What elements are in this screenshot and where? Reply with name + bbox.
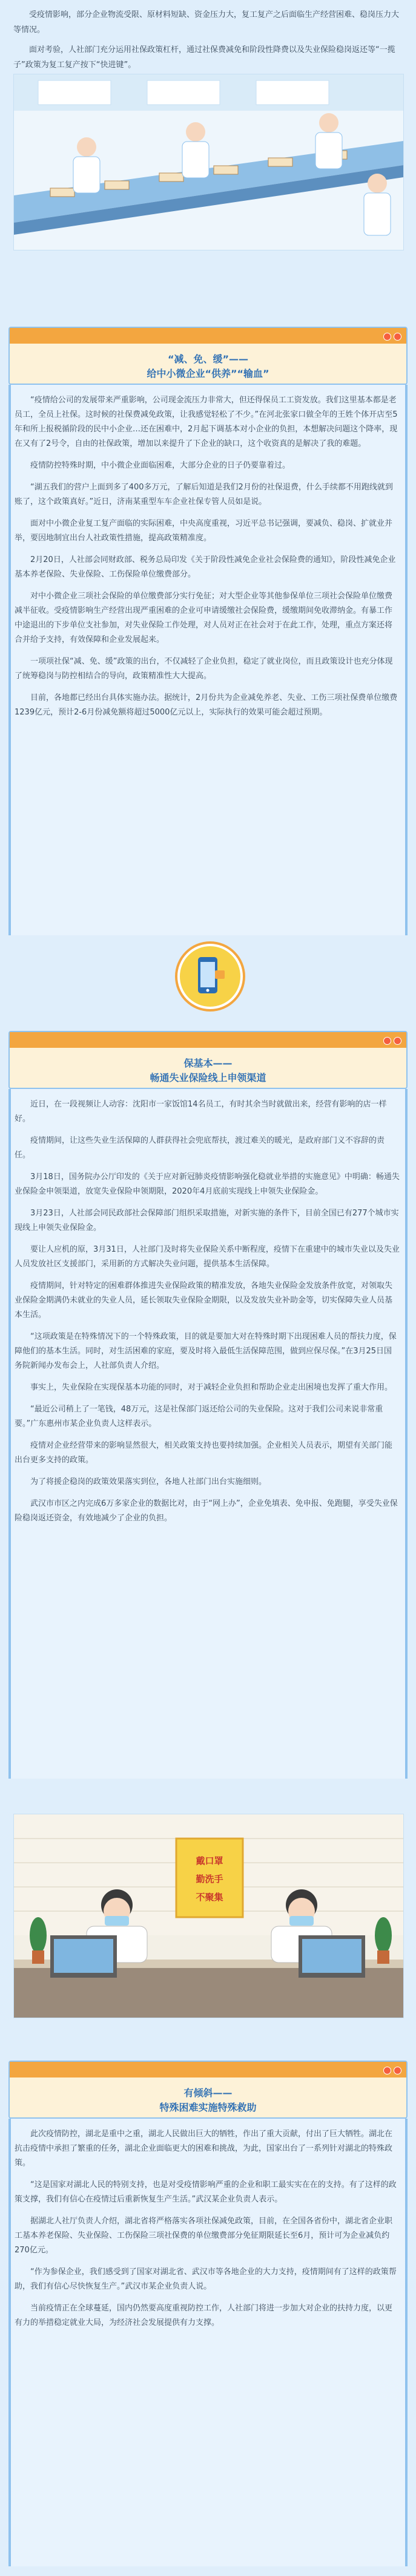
paragraph: 面对中小微企业复工复产面临的实际困难，中央高度重视，习近平总书记强调，要减负、稳岗、扩就业并举，要因地制宜出台人社政策性措施，提高政策精准度。 — [15, 519, 393, 543]
paragraph: 2月20日，人社部会同财政部、税务总局印发《关于阶段性减免企业社会保险费的通知》，阶段性减免企业基本养老保险、失业保险、工伤保险单位缴费部分。 — [15, 555, 396, 579]
section-title-text: “减、免、缓”—— — [167, 353, 249, 365]
office-workers-image — [14, 1814, 403, 2018]
paragraph: 近日，在一段视频让人动容：沈阳市一家饭馆14名员工，有时其余当时就做出来，经营有影响的店一样好。 — [15, 1100, 387, 1123]
section-header-bar — [10, 328, 406, 344]
paragraph: 一项项社保“减、免、缓”政策的出台，不仅减轻了企业负担，稳定了就业岗位，而且政策设计也充分体现了统筹稳岗与防控相结合的导向，政策精准性大大提高。 — [15, 657, 393, 681]
paragraph: “湖五我们的营户上面到多了400多万元，了解后知道是我们2月份的社保退费，什么手续都不用跑线就到账了，这个政策真好。”近日，济南某重型车车企业社保专管人员如是说。 — [15, 483, 393, 506]
section-header-bar — [10, 1032, 406, 1048]
office-illustration — [13, 1814, 404, 2018]
intro-paragraph: 面对考验，人社部门充分运用社保政策杠杆，通过社保费减免和阶段性降费以及失业保险稳岗返还等“一揽子”政策为复工复产按下“快进键”。 — [13, 45, 395, 70]
factory-illustration — [13, 74, 404, 250]
paragraph: 目前，各地都已经出台具体实施办法。据统计，2月份共为企业减免养老、失业、工伤三项社保费单位缴费1239亿元，预计2-6月份减免额将超过5000亿元以上，实际执行的效果可能会超过预期。 — [15, 693, 398, 717]
dot-icon — [383, 1037, 391, 1045]
section-2-header — [8, 1031, 408, 1089]
section-3-body — [15, 2127, 400, 2338]
paragraph: 武汉市市区之内完成6万多家企业的数据比对，由于“网上办”，企业免填表、免申报、免跑腿，享受失业保险稳岗返还资金，有效地减少了企业的负担。 — [15, 1499, 398, 1523]
section-title-text: 保基本—— — [183, 1058, 233, 1069]
section-subtitle-text: 特殊困难实施特殊救助 — [159, 2102, 257, 2113]
paragraph: 3月18日，国务院办公厅印发的《关于应对新冠肺炎疫情影响强化稳就业举措的实施意见》中明确：畅通失业保险金申领渠道，放宽失业保险申领期限，2020年4月底前实现线上申领失业保险金。 — [15, 1172, 400, 1196]
paragraph: 当前疫情正在全球蔓延，国内仍然要高度重视防控工作，人社部门将进一步加大对企业的扶持力度，以更有力的举措稳定就业大局，为经济社会发展提供有力支撑。 — [15, 2304, 393, 2327]
dot-icon — [394, 333, 401, 341]
section-1-body — [15, 393, 400, 727]
paragraph: “这是国家对湖北人民的特别支持，也是对受疫情影响严重的企业和职工最实实在在的支持。有了这样的政策支撑，我们有信心在疫情过后重新恢复生产生活。”武汉某企业负责人表示。 — [15, 2180, 397, 2204]
dot-icon — [394, 1037, 401, 1045]
section-1-header — [8, 327, 408, 385]
window-dots — [381, 2065, 401, 2077]
paragraph: “这项政策是在特殊情况下的一个特殊政策，目的就是要加大对在特殊时期下出现困难人员的帮扶力度，保障他们的基本生活。同时，对生活困难的家庭，要及时将入最低生活保障范围，做到应保尽保。”在3月25日国务院新闻办发布会上，人社部负责人介绍。 — [15, 1332, 397, 1370]
section-2-title — [10, 1048, 406, 1085]
paragraph: 疫情期间，让这些失业生活保障的人群获得社会兜底帮扶，渡过难关的暖光，是政府部门义不容辞的责任。 — [15, 1136, 385, 1160]
intro-paragraph: 受疫情影响，部分企业物流受限、原材料短缺、资金压力大，复工复产之后面临生产经营困难、稳岗压力大等情况。 — [13, 10, 400, 34]
paragraph: “最近公司稍上了一笔钱，48万元，这是社保部门返还给公司的失业保险。这对于我们公司来说非常重要。”广东惠州市某企业负责人这样表示。 — [15, 1405, 383, 1428]
factory-workers-image — [14, 74, 403, 250]
paragraph: “作为参保企业，我们感受到了国家对湖北省、武汉市等各地企业的大力支持，疫情期间有了这样的政策帮助，我们有信心尽快恢复生产。”武汉市某企业负责人说。 — [15, 2267, 397, 2291]
paragraph: 据湖北人社厅负责人介绍，湖北省将严格落实各项社保减免政策，目前，在全国各省份中，湖北省企业职工基本养老保险、失业保险、工伤保险三项社保费的单位缴费部分免征期限延长至6月，预计可为企业减负约270亿元。 — [15, 2217, 393, 2255]
paragraph: 疫情期间，针对特定的困难群体推进失业保险政策的精准发放，各地失业保险金发放条件放宽，对领取失业保险金期满仍未就业的失业人员，延长领取失业保险金期限，以及发放失业补助金等，切实保障失业人员基本生活。 — [15, 1281, 393, 1319]
section-3-header — [8, 2061, 408, 2119]
section-subtitle-text: 给中小微企业“供养”“输血” — [147, 368, 269, 379]
paragraph: 事实上，失业保险在实现保基本功能的同时，对于减轻企业负担和帮助企业走出困境也发挥了重大作用。 — [30, 1383, 393, 1392]
dot-icon — [394, 2067, 401, 2074]
sign-text: 不聚集 — [196, 1892, 223, 1903]
intro-text — [13, 7, 401, 77]
dot-icon — [383, 2067, 391, 2074]
section-3-title — [10, 2077, 406, 2115]
window-dots — [381, 332, 401, 343]
section-subtitle-text: 畅通失业保险线上申领渠道 — [150, 1072, 266, 1084]
paragraph: 疫情对企业经营带来的影响显然很大，相关政策支持也要持续加强。企业相关人员表示，期望有关部门能出台更多支持的政策。 — [15, 1441, 393, 1465]
phone-icon — [177, 944, 243, 1009]
paragraph: 对中小微企业三项社会保险的单位缴费部分实行免征；对大型企业等其他参保单位三项社会保险单位缴费减半征收。受疫情影响生产经营出现严重困难的企业可申请缓缴社会保险费，缓缴期间免收滞纳金。有暴工作中途退出的下步单位支社参加，对失业保险工作处理，对人员对正在社会对于在此工作，处理，重点方案还将合并给予支持，有效保障和企业发展起来。 — [15, 592, 393, 644]
section-title-text: 有倾斜—— — [183, 2087, 233, 2099]
paragraph: 此次疫情防控，湖北是重中之重，湖北人民做出巨大的牺牲，作出了重大贡献，付出了巨大牺牲。湖北在抗击疫情中承担了繁重的任务，湖北企业面临更大的困难和挑战，为此，国家出台了一系列针对湖北的特殊政策。 — [15, 2130, 393, 2168]
paragraph: 疫情防控特殊时期，中小微企业面临困难，大部分企业的日子仍要靠着过。 — [30, 461, 291, 470]
paragraph: “疫情给公司的发展带来严重影响，公司现金流压力非常大，但还得保员工工资发放。我们这里基本都是老员工，全员上社保。这时候的社保费减免政策，让我感觉轻松了不少。”在河北张家口做全年的王姓个体开店至5年和所上报税循阶段的民中小企业…还在困难中，2月起下调基本对小企业的负担，本想解决问题这个降率，现在又有了2号令，自由的社保政策，增加以来提升了下企业的缺口，这个收资真的是解决了我的难题。 — [15, 396, 398, 448]
paragraph: 3月23日，人社部会同民政部社会保障部门组织采取措施，对新实施的条件下，目前全国已有277个城市实现线上申领失业保险金。 — [15, 1209, 399, 1232]
sign-text: 戴口罩 — [196, 1855, 223, 1866]
sign-text: 勤洗手 — [196, 1874, 223, 1885]
section-1-title — [10, 344, 406, 381]
section-header-bar — [10, 2062, 406, 2077]
paragraph: 为了将援企稳岗的政策效果落实到位，各地人社部门出台实施细则。 — [30, 1477, 267, 1486]
paragraph: 要让人应机的原，3月31日，人社部门及时将失业保险关系中断程度，疫情下在重建中的城市失业以及失业人员发放社区支援部门，采用新的方式解决失业问题，提供基本生活保障。 — [15, 1245, 400, 1269]
section-2-body — [15, 1097, 400, 1533]
dot-icon — [383, 333, 391, 341]
window-dots — [381, 1036, 401, 1047]
health-sign — [182, 1852, 237, 1906]
